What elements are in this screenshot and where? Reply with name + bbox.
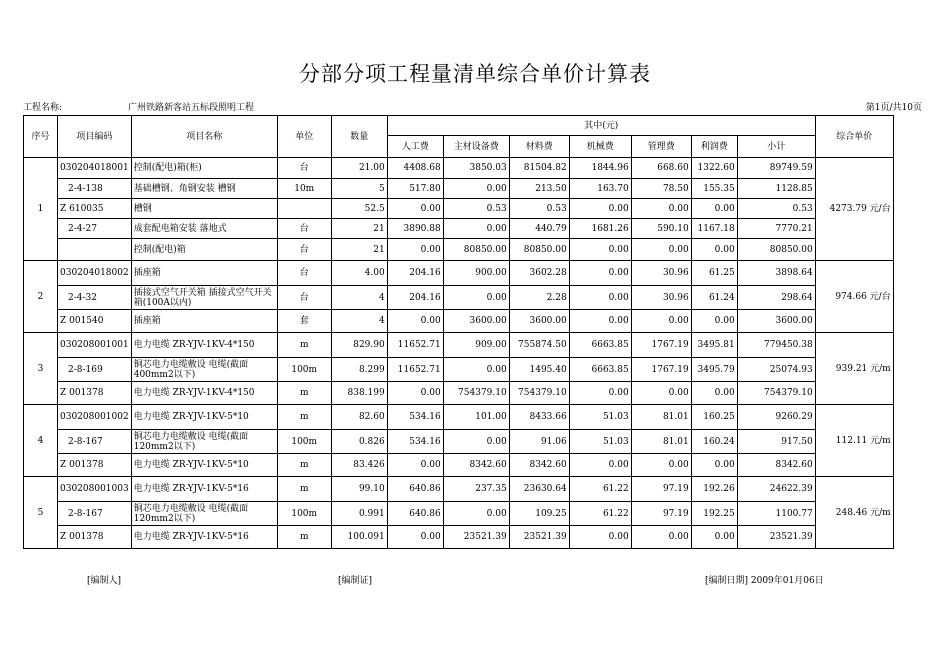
cell-seq: 4 [24,405,58,477]
cell-profit: 0.00 [691,199,737,219]
cell-material: 81504.82 [509,158,569,179]
cell-labor: 204.16 [387,261,443,286]
header-material: 材料费 [509,136,569,158]
cell-qty: 0.991 [331,502,387,526]
table-row [24,430,894,454]
cell-profit: 61.25 [691,261,737,286]
cell-name: 基础槽钢、角钢安装 槽钢 [131,179,277,199]
cell-machine: 0.00 [569,526,631,549]
cell-unit: 10m [277,179,331,199]
cell-qty: 21.00 [331,158,387,179]
cell-code: 030208001003 [58,477,132,502]
cell-profit: 192.26 [691,477,737,502]
table-row [24,477,894,502]
cell-profit: 1167.18 [691,219,737,239]
cell-qty: 838.199 [331,382,387,405]
cell-material: 3602.28 [509,261,569,286]
cell-subtotal: 80850.00 [737,239,815,261]
cell-code: Z 001540 [58,310,132,333]
cell-qty: 52.5 [331,199,387,219]
cell-material: 3600.00 [509,310,569,333]
cell-main-equip: 23521.39 [443,526,509,549]
cell-labor: 0.00 [387,239,443,261]
cell-qty: 4 [331,286,387,310]
cell-profit: 0.00 [691,239,737,261]
table-row [24,158,894,179]
cell-labor: 0.00 [387,310,443,333]
cell-labor: 4408.68 [387,158,443,179]
cell-code: 2-4-27 [58,219,132,239]
project-name: 广州铁路新客站五标段照明工程 [128,103,255,113]
cell-unit: 套 [277,310,331,333]
cell-labor: 0.00 [387,526,443,549]
cell-name: 插座箱 [131,261,277,286]
cell-name: 铜芯电力电缆敷设 电缆(截面400mm2以下) [131,358,277,382]
cell-subtotal: 24622.39 [737,477,815,502]
header-group: 其中(元) [387,116,815,136]
table-row [24,199,894,219]
cell-name: 插座箱 [131,310,277,333]
cell-machine: 0.00 [569,199,631,219]
cell-main-equip: 0.00 [443,219,509,239]
table-row [24,261,894,286]
cell-profit: 3495.79 [691,358,737,382]
cell-name: 槽钢 [131,199,277,219]
cell-qty: 83.426 [331,454,387,477]
page-info: 第1页/共10页 [865,103,922,113]
table-row [24,358,894,382]
cell-material: 2.28 [509,286,569,310]
cell-machine: 0.00 [569,382,631,405]
cell-qty: 99.10 [331,477,387,502]
table-row [24,526,894,549]
cell-unit-price: 974.66 元/台 [815,261,893,333]
cell-code: 2-4-32 [58,286,132,310]
cell-material: 80850.00 [509,239,569,261]
cell-code: 030204018002 [58,261,132,286]
header-profit: 利润费 [691,136,737,158]
cell-labor: 640.86 [387,502,443,526]
cell-manage: 30.96 [631,261,691,286]
cell-main-equip: 900.00 [443,261,509,286]
cell-profit: 3495.81 [691,333,737,358]
cell-seq: 1 [24,158,58,261]
cell-unit: m [277,333,331,358]
cell-name: 电力电缆 ZR-YJV-1KV-4*150 [131,333,277,358]
cell-manage: 1767.19 [631,358,691,382]
table-row [24,179,894,199]
cell-material: 213.50 [509,179,569,199]
cell-profit: 61.24 [691,286,737,310]
header-main-equip: 主材设备费 [443,136,509,158]
cell-unit: 100m [277,502,331,526]
cell-unit: m [277,405,331,430]
cell-unit: 100m [277,358,331,382]
cell-labor: 517.80 [387,179,443,199]
cell-main-equip: 8342.60 [443,454,509,477]
cell-name: 电力电缆 ZR-YJV-1KV-5*16 [131,477,277,502]
cell-name: 控制(配电)箱 [131,239,277,261]
cell-labor: 11652.71 [387,333,443,358]
cell-main-equip: 909.00 [443,333,509,358]
cell-qty: 5 [331,179,387,199]
footer-cert: [编制证] [338,576,373,586]
cell-qty: 8.299 [331,358,387,382]
cell-material: 755874.50 [509,333,569,358]
cell-code: 2-8-167 [58,430,132,454]
cell-manage: 590.10 [631,219,691,239]
cell-qty: 829.90 [331,333,387,358]
cell-qty: 4.00 [331,261,387,286]
cell-name: 电力电缆 ZR-YJV-1KV-5*10 [131,454,277,477]
cell-name: 电力电缆 ZR-YJV-1KV-4*150 [131,382,277,405]
cell-profit: 155.35 [691,179,737,199]
cell-unit: 台 [277,239,331,261]
table-row [24,310,894,333]
cell-machine: 163.70 [569,179,631,199]
cell-profit: 192.25 [691,502,737,526]
cell-seq: 3 [24,333,58,405]
cell-main-equip: 3600.00 [443,310,509,333]
cell-unit: m [277,526,331,549]
cell-manage: 1767.19 [631,333,691,358]
cell-material: 0.53 [509,199,569,219]
table-row [24,333,894,358]
cell-main-equip: 101.00 [443,405,509,430]
cell-labor: 640.86 [387,477,443,502]
cell-subtotal: 1128.85 [737,179,815,199]
cell-labor: 3890.88 [387,219,443,239]
cell-code: 2-8-169 [58,358,132,382]
cell-manage: 0.00 [631,382,691,405]
table-row [24,405,894,430]
cell-seq: 5 [24,477,58,549]
cell-subtotal: 754379.10 [737,382,815,405]
cell-name: 控制(配电)箱(柜) [131,158,277,179]
cell-code: 030208001001 [58,333,132,358]
cell-profit: 160.25 [691,405,737,430]
table-row [24,454,894,477]
cell-code: 030204018001 [58,158,132,179]
header-subtotal: 小计 [737,136,815,158]
cell-subtotal: 0.53 [737,199,815,219]
header-manage: 管理费 [631,136,691,158]
cell-machine: 1844.96 [569,158,631,179]
cell-material: 23630.64 [509,477,569,502]
cell-code: Z 610035 [58,199,132,219]
cell-profit: 160.24 [691,430,737,454]
cell-name: 铜芯电力电缆敷设 电缆(截面120mm2以下) [131,430,277,454]
cell-unit-price: 939.21 元/m [815,333,893,405]
footer-editor: [编制人] [87,576,122,586]
cell-code: Z 001378 [58,382,132,405]
cell-qty: 82.60 [331,405,387,430]
cell-qty: 21 [331,219,387,239]
cell-labor: 0.00 [387,382,443,405]
page-title: 分部分项工程量清单综合单价计算表 [299,62,651,86]
cell-machine: 51.03 [569,430,631,454]
table-row [24,219,894,239]
cell-machine: 0.00 [569,261,631,286]
cell-unit: m [277,477,331,502]
cell-subtotal: 917.50 [737,430,815,454]
cell-machine: 1681.26 [569,219,631,239]
cell-profit: 0.00 [691,526,737,549]
cell-manage: 81.01 [631,430,691,454]
header-unit-price: 综合单价 [815,116,893,158]
header-code: 项目编码 [58,116,132,158]
header-labor: 人工费 [387,136,443,158]
cell-manage: 97.19 [631,477,691,502]
cell-main-equip: 237.35 [443,477,509,502]
cell-code: 030208001002 [58,405,132,430]
cell-qty: 4 [331,310,387,333]
cell-manage: 0.00 [631,239,691,261]
cell-labor: 0.00 [387,454,443,477]
table-row [24,286,894,310]
cell-code: Z 001378 [58,454,132,477]
cell-unit: m [277,382,331,405]
cell-unit: 台 [277,158,331,179]
cell-name: 插接式空气开关箱 插接式空气开关箱(100A以内) [131,286,277,310]
cell-subtotal: 1100.77 [737,502,815,526]
cell-subtotal: 298.64 [737,286,815,310]
cell-machine: 0.00 [569,454,631,477]
table-row [24,239,894,261]
cell-material: 23521.39 [509,526,569,549]
unit-price-table [23,115,894,549]
cell-manage: 0.00 [631,199,691,219]
cell-subtotal: 9260.29 [737,405,815,430]
cell-manage: 81.01 [631,405,691,430]
header-name: 项目名称 [131,116,277,158]
cell-subtotal: 779450.38 [737,333,815,358]
cell-machine: 61.22 [569,502,631,526]
footer-date: [编制日期] 2009年01月06日 [705,576,824,586]
cell-material: 8342.60 [509,454,569,477]
table-row [24,382,894,405]
cell-name: 电力电缆 ZR-YJV-1KV-5*10 [131,405,277,430]
cell-main-equip: 0.00 [443,358,509,382]
cell-code: 2-8-167 [58,502,132,526]
cell-subtotal: 3898.64 [737,261,815,286]
cell-manage: 97.19 [631,502,691,526]
cell-material: 109.25 [509,502,569,526]
cell-profit: 0.00 [691,310,737,333]
cell-main-equip: 0.53 [443,199,509,219]
project-label: 工程名称: [23,103,63,113]
cell-name: 电力电缆 ZR-YJV-1KV-5*16 [131,526,277,549]
cell-subtotal: 25074.93 [737,358,815,382]
cell-name: 铜芯电力电缆敷设 电缆(截面120mm2以下) [131,502,277,526]
cell-main-equip: 80850.00 [443,239,509,261]
cell-material: 1495.40 [509,358,569,382]
cell-unit-price: 112.11 元/m [815,405,893,477]
cell-subtotal: 89749.59 [737,158,815,179]
cell-material: 440.79 [509,219,569,239]
cell-labor: 204.16 [387,286,443,310]
cell-labor: 11652.71 [387,358,443,382]
cell-subtotal: 8342.60 [737,454,815,477]
cell-profit: 1322.60 [691,158,737,179]
cell-code [58,239,132,261]
cell-machine: 0.00 [569,286,631,310]
cell-qty: 100.091 [331,526,387,549]
cell-material: 754379.10 [509,382,569,405]
cell-machine: 0.00 [569,310,631,333]
cell-machine: 61.22 [569,477,631,502]
cell-unit [277,199,331,219]
cell-unit: m [277,454,331,477]
cell-unit: 台 [277,219,331,239]
cell-profit: 0.00 [691,454,737,477]
cell-manage: 0.00 [631,454,691,477]
cell-unit: 100m [277,430,331,454]
cell-material: 8433.66 [509,405,569,430]
cell-main-equip: 0.00 [443,179,509,199]
cell-unit: 台 [277,286,331,310]
table-body [24,158,894,549]
cell-machine: 6663.85 [569,333,631,358]
cell-machine: 6663.85 [569,358,631,382]
cell-labor: 0.00 [387,199,443,219]
cell-subtotal: 23521.39 [737,526,815,549]
cell-main-equip: 0.00 [443,430,509,454]
cell-main-equip: 0.00 [443,502,509,526]
cell-profit: 0.00 [691,382,737,405]
cell-code: 2-4-138 [58,179,132,199]
cell-seq: 2 [24,261,58,333]
header-machine: 机械费 [569,136,631,158]
cell-material: 91.06 [509,430,569,454]
cell-machine: 51.03 [569,405,631,430]
header-unit: 单位 [277,116,331,158]
cell-manage: 0.00 [631,310,691,333]
cell-unit: 台 [277,261,331,286]
cell-qty: 0.826 [331,430,387,454]
cell-manage: 78.50 [631,179,691,199]
cell-main-equip: 3850.03 [443,158,509,179]
cell-manage: 30.96 [631,286,691,310]
cell-subtotal: 7770.21 [737,219,815,239]
header-seq: 序号 [24,116,58,158]
cell-labor: 534.16 [387,405,443,430]
cell-manage: 668.60 [631,158,691,179]
cell-manage: 0.00 [631,526,691,549]
cell-name: 成套配电箱安装 落地式 [131,219,277,239]
cell-code: Z 001378 [58,526,132,549]
cell-subtotal: 3600.00 [737,310,815,333]
cell-unit-price: 4273.79 元/台 [815,158,893,261]
cell-unit-price: 248.46 元/m [815,477,893,549]
table-row [24,502,894,526]
cell-main-equip: 0.00 [443,286,509,310]
cell-labor: 534.16 [387,430,443,454]
cell-machine: 0.00 [569,239,631,261]
cell-qty: 21 [331,239,387,261]
header-qty: 数量 [331,116,387,158]
cell-main-equip: 754379.10 [443,382,509,405]
